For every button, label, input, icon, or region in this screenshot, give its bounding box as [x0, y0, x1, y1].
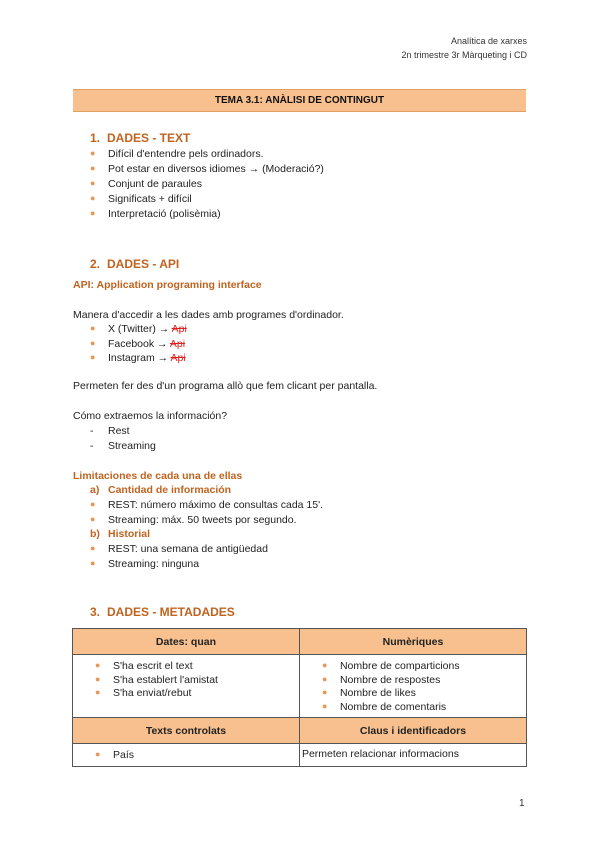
list-item: ● Conjunt de paraules — [90, 178, 202, 190]
topic-title: TEMA 3.1: ANÀLISI DE CONTINGUT — [73, 89, 526, 112]
bullet-icon: ● — [90, 193, 96, 203]
bullet-icon: ● — [90, 208, 96, 218]
list-item: ● S'ha establert l'amistat — [95, 673, 218, 686]
list-item: ● Significats + difícil — [90, 193, 192, 205]
bullet-icon: ● — [90, 514, 96, 524]
list-item: ● REST: una semana de antigüedad — [90, 543, 268, 555]
section-2-title: DADES - API — [107, 257, 180, 271]
section-3-heading — [90, 605, 235, 619]
api-definition: Manera d'accedir a les dades amb programes d'ordinador. — [73, 309, 344, 321]
list-item: ● Nombre de comentaris — [321, 700, 447, 713]
list-item: ● Nombre de respostes — [321, 673, 441, 686]
header-term: 2n trimestre 3r Màrqueting i CD — [401, 50, 527, 60]
section-3-title: DADES - METADADES — [107, 605, 235, 619]
section-2-number: 2. — [90, 257, 101, 271]
bullet-icon: ● — [321, 660, 328, 670]
table-header-dates: Dates: quan — [73, 629, 300, 655]
list-item: ● Streaming: máx. 50 tweets por segundo. — [90, 514, 297, 526]
list-item: ● Difícil d'entendre pels ordinadors. — [90, 148, 264, 160]
section-2-heading — [90, 257, 179, 271]
keys-cell: Permeten relacionar informacions — [299, 744, 526, 767]
list-item: ● S'ha escrit el text — [95, 660, 193, 672]
bullet-icon: ● — [90, 338, 96, 348]
bullet-icon: ● — [95, 749, 101, 759]
bullet-icon: ● — [90, 499, 96, 509]
bullet-icon: ● — [321, 673, 328, 684]
bullet-icon: ● — [90, 352, 96, 362]
bullet-icon: ● — [90, 543, 96, 553]
list-item: ● Facebook → Api — [90, 338, 186, 350]
limitations-title: Limitaciones de cada una de ellas — [73, 470, 243, 482]
bullet-icon: ● — [321, 700, 328, 711]
bullet-icon: ● — [95, 687, 101, 697]
api-subtitle: API: Application programing interface — [73, 279, 262, 291]
list-item: ● Nombre de comparticions — [321, 660, 460, 672]
dates-cell — [73, 655, 300, 718]
list-item: ● Interpretació (polisèmia) — [90, 208, 221, 220]
struck-api: Api — [169, 338, 186, 350]
bullet-icon: ● — [90, 323, 96, 333]
list-item: ● Pot estar en diversos idiomes → (Moderació?) — [90, 163, 324, 175]
table-header-texts: Texts controlats — [73, 718, 300, 744]
section-1-number: 1. — [90, 131, 101, 145]
struck-api: Api — [170, 352, 186, 364]
section-3-number: 3. — [90, 605, 101, 619]
api-purpose: Permeten fer des d'un programa allò que fem clicant per pantalla. — [73, 380, 378, 392]
limitation-a-heading: a) Cantidad de información — [90, 484, 232, 496]
list-item: ● Nombre de likes — [321, 687, 416, 699]
list-item: ● X (Twitter) → Api — [90, 323, 187, 335]
bullet-icon: ● — [90, 148, 96, 158]
bullet-icon: ● — [321, 687, 328, 697]
numeric-cell — [299, 655, 526, 718]
metadata-table — [72, 628, 527, 767]
list-item: ● Instagram → Api — [90, 352, 186, 364]
list-item: ● S'ha enviat/rebut — [95, 687, 192, 699]
section-1-title: DADES - TEXT — [107, 131, 191, 145]
limitation-b-heading: b) Historial — [90, 528, 151, 540]
extraction-question: Cómo extraemos la información? — [73, 410, 228, 422]
section-1-heading — [90, 131, 190, 145]
bullet-icon: ● — [95, 673, 101, 684]
list-item: ● País — [95, 749, 135, 761]
page-number: 1 — [519, 798, 525, 809]
bullet-icon: ● — [90, 178, 96, 188]
header-course: Analítica de xarxes — [450, 36, 527, 46]
list-item: ● REST: número máximo de consultas cada 15'. — [90, 499, 324, 511]
table-header-numeric: Numèriques — [299, 629, 526, 655]
struck-api: Api — [171, 323, 187, 335]
bullet-icon: ● — [95, 660, 101, 670]
bullet-icon: ● — [90, 558, 96, 568]
list-item: ● Streaming: ninguna — [90, 558, 200, 570]
list-item: - Streaming — [90, 440, 156, 452]
bullet-icon: ● — [90, 163, 96, 173]
table-header-keys: Claus i identificadors — [299, 718, 526, 744]
texts-cell — [73, 744, 300, 767]
list-item: - Rest — [90, 425, 130, 437]
